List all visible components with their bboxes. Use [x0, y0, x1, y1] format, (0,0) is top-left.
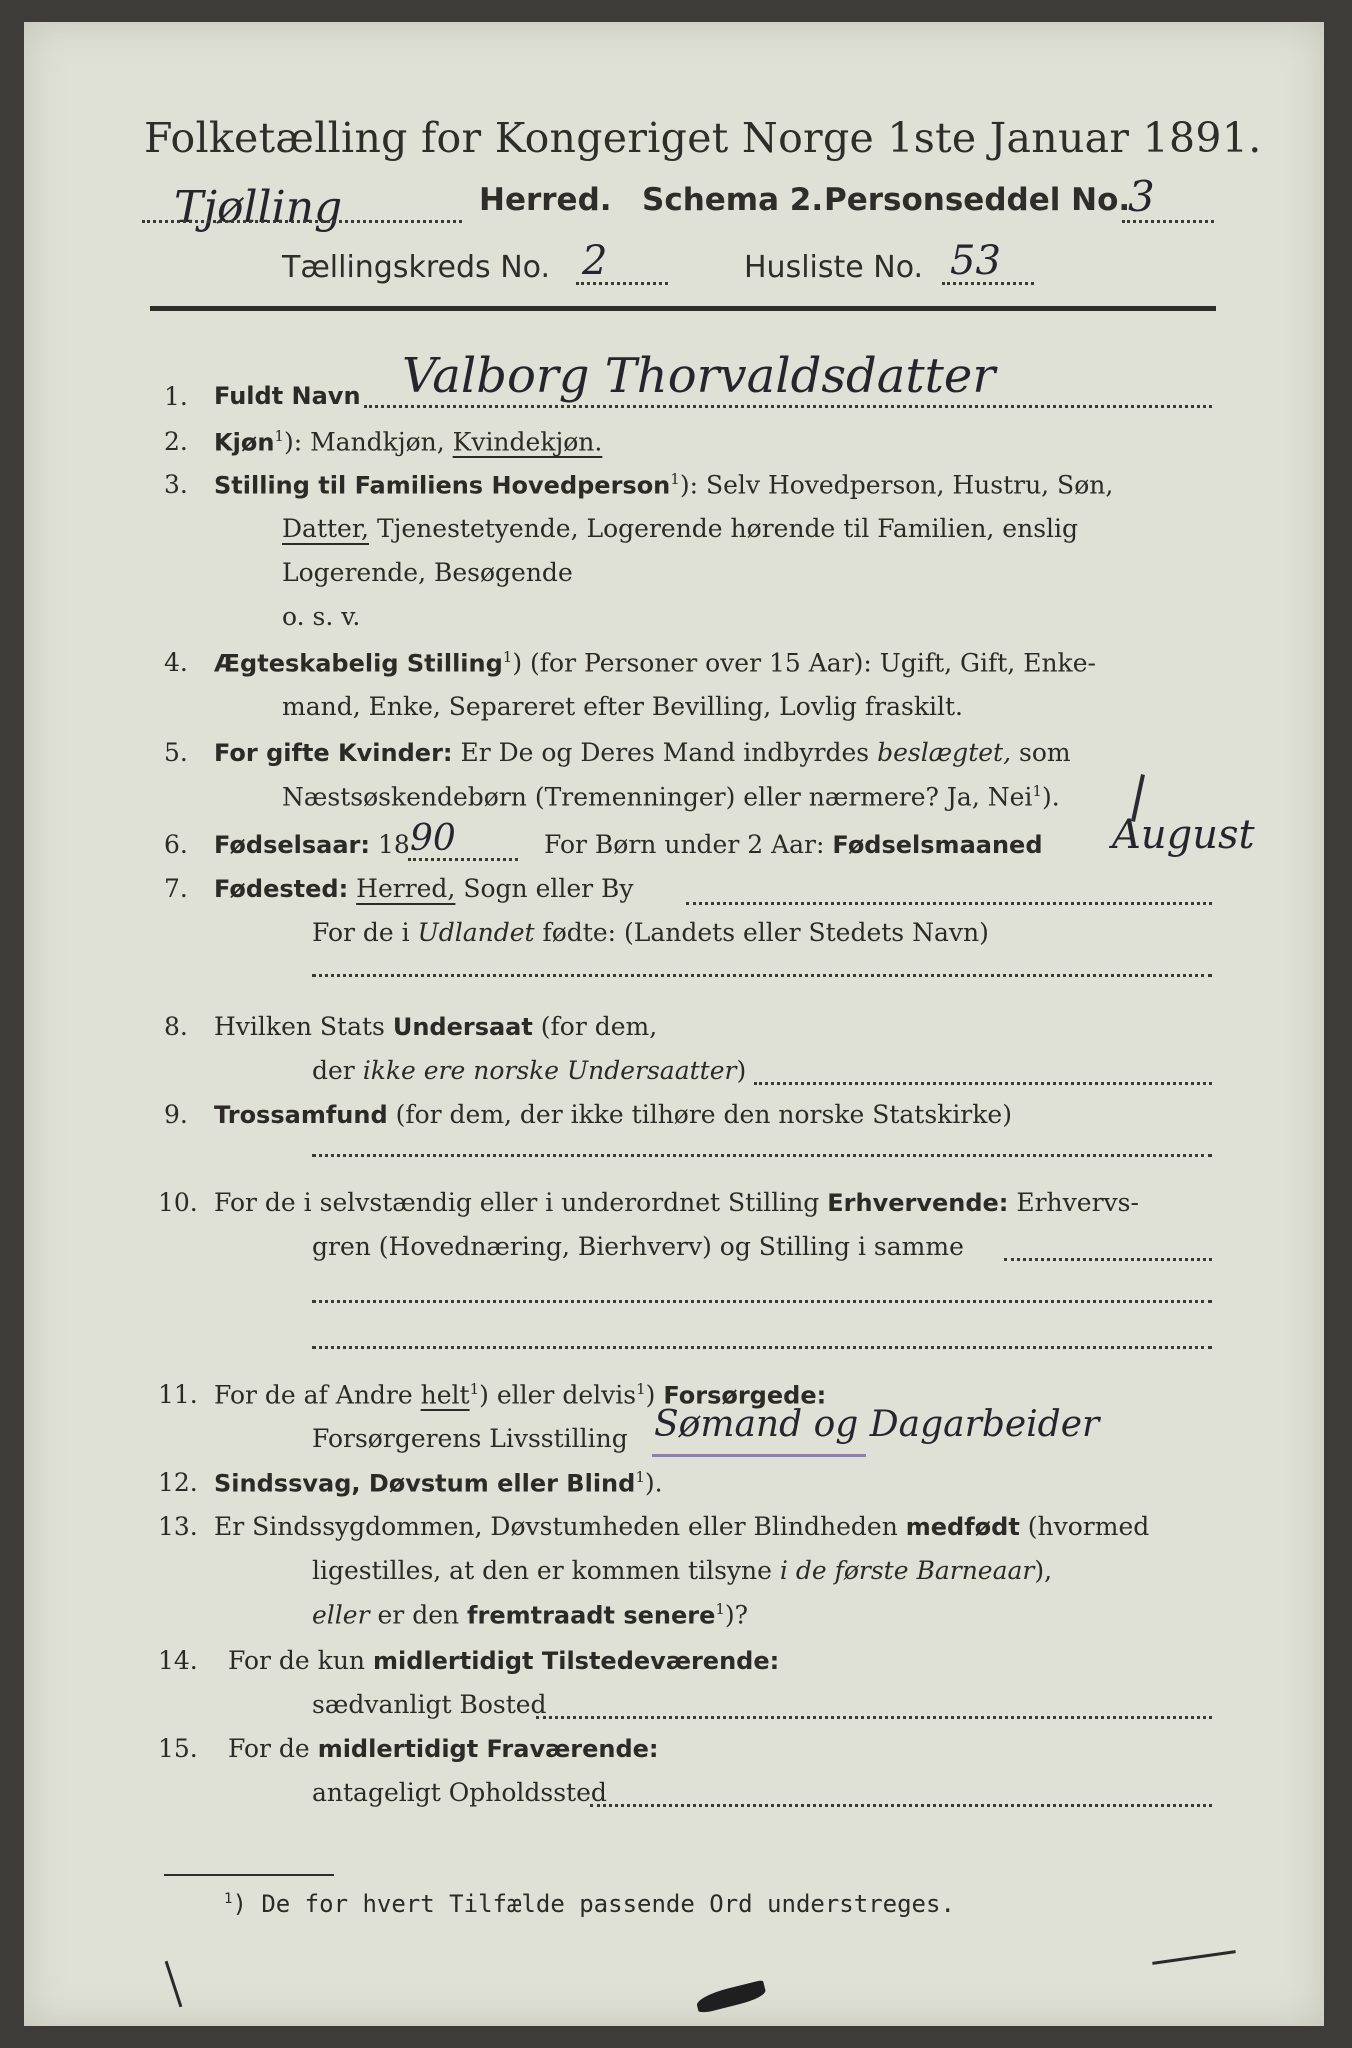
item-8-qualifier: ikke ere norske Undersaatter [362, 1056, 737, 1085]
item-6-number: 6. [164, 830, 188, 859]
item-5-number: 5. [164, 738, 188, 767]
item-14-bosted-label: sædvanligt Bosted [312, 1690, 547, 1719]
schema-label: Schema 2. [642, 182, 824, 218]
item-13-hvormed: (hvormed [1027, 1512, 1150, 1541]
item-3-number: 3. [164, 470, 188, 499]
item-5-footnote-mark: 1 [1032, 782, 1042, 800]
item-8-prefix: Hvilken Stats [214, 1012, 385, 1041]
item-3-footnote-mark: 1 [670, 470, 680, 488]
item-12-number: 12. [158, 1468, 198, 1497]
item-11-footnote-mark-2: 1 [636, 1380, 646, 1398]
item-2-number: 2. [164, 427, 188, 456]
item-13-close-1: ), [1034, 1556, 1053, 1585]
item-6-century: 18 [377, 830, 410, 859]
item-4-label: Ægteskabelig Stilling [214, 649, 503, 678]
item-3-label: Stilling til Familiens Hovedperson [214, 471, 671, 500]
item-6-label: Fødselsaar: [214, 831, 370, 859]
item-4-number: 4. [164, 648, 188, 677]
item-8-suffix: (for dem, [540, 1012, 658, 1041]
item-8-close: ) [736, 1056, 747, 1085]
item-11-prefix: For de af Andre [214, 1380, 413, 1410]
item-7-udlandet: Udlandet [417, 918, 535, 947]
item-9-number: 9. [164, 1100, 188, 1129]
item-11-selected-helt: helt [420, 1380, 470, 1410]
item-15-label: midlertidigt Fraværende: [317, 1735, 659, 1763]
item-3-selected-datter: Datter, [282, 514, 369, 543]
item-8-dotted-line [754, 1082, 1212, 1085]
item-13-barneaar: i de første Barneaar [779, 1556, 1035, 1585]
item-9-dotted-line [312, 1154, 1212, 1157]
item-10-dotted-line-3 [312, 1346, 1212, 1349]
birth-month-value: August [1112, 812, 1255, 858]
item-6-under-2-label: For Børn under 2 Aar: [544, 830, 825, 859]
husliste-value: 53 [950, 238, 1001, 284]
item-8-der: der [312, 1056, 355, 1085]
item-5-close: ). [1041, 782, 1060, 812]
item-3-options-line3: Logerende, Besøgende [282, 558, 573, 587]
item-14-prefix: For de kun [228, 1646, 366, 1675]
item-9-question: (for dem, der ikke tilhøre den norske Statskirke) [395, 1100, 1012, 1129]
item-5-beslaegtet: beslægtet, [877, 738, 1012, 767]
item-13-number: 13. [158, 1512, 198, 1541]
item-13-senere: fremtraadt senere [467, 1601, 716, 1630]
item-7-dotted-line-2 [312, 974, 1212, 977]
kreds-value: 2 [582, 238, 608, 284]
provider-occupation-value: Sømand og Dagarbeider [654, 1404, 1100, 1445]
footnote-text: ) De for hvert Tilfælde passende Ord understreges. [232, 1890, 955, 1918]
item-7-label: Fødested: [214, 875, 349, 903]
item-10-number: 10. [158, 1188, 198, 1217]
footnote-mark: 1 [224, 1891, 233, 1907]
item-10-dotted-line-1 [1004, 1258, 1212, 1261]
item-2-footnote-mark: 1 [274, 427, 284, 445]
item-14-dotted-line [536, 1716, 1212, 1719]
item-11-provider-label: Forsørgerens Livsstilling [312, 1424, 628, 1453]
item-2-options: ): Mandkjøn, [283, 427, 445, 457]
full-name-dotted-line [364, 405, 1212, 408]
item-9-label: Trossamfund [214, 1101, 388, 1129]
item-13-er-den: er den [377, 1600, 460, 1630]
kreds-dotted-line [576, 282, 668, 285]
item-2-label: Kjøn [214, 428, 275, 457]
item-3-options-line2: Tjenestetyende, Logerende hørende til Familien, enslig [376, 514, 1079, 543]
item-11-label: Forsørgede: [663, 1381, 827, 1410]
item-14-number: 14. [158, 1646, 198, 1675]
herred-value: Tjølling [174, 182, 343, 233]
item-10-question-line1: For de i selvstændig eller i underordnet Stilling [214, 1188, 820, 1217]
item-4-options-line2: mand, Enke, Separeret efter Bevilling, Lovlig fraskilt. [282, 692, 963, 721]
item-13-eller: eller [312, 1600, 370, 1630]
item-4-footnote-mark: 1 [502, 648, 513, 666]
item-7-number: 7. [164, 874, 188, 903]
provider-occupation-underline [652, 1454, 866, 1457]
footnote-rule [164, 1874, 334, 1876]
item-8-label: Undersaat [392, 1013, 533, 1041]
item-12-close: ). [644, 1468, 663, 1498]
item-3-options-line4: o. s. v. [282, 602, 361, 631]
item-11-footnote-mark-1: 1 [469, 1380, 480, 1398]
kreds-label: Tællingskreds No. [282, 250, 550, 285]
herred-dotted-line [142, 220, 462, 223]
item-12-footnote-mark: 1 [635, 1468, 645, 1486]
item-15-opholdssted-label: antageligt Opholdssted [312, 1778, 607, 1807]
birth-year-value: 90 [410, 818, 456, 859]
item-11-delvis: ) eller delvis [479, 1380, 637, 1410]
husliste-label: Husliste No. [744, 250, 924, 285]
pen-mark-right [1152, 1950, 1236, 1965]
pen-mark-left [165, 1961, 183, 2008]
item-13-close-2: )? [724, 1600, 749, 1630]
item-10-dotted-line-2 [312, 1300, 1212, 1303]
item-13-footnote-mark: 1 [715, 1600, 725, 1618]
item-1-number: 1. [164, 382, 188, 411]
form-title: Folketælling for Kongeriget Norge 1ste Januar 1891. [144, 114, 1262, 162]
item-2-selected-kvindekjon: Kvindekjøn. [452, 427, 603, 457]
personseddel-label: Personseddel No. [824, 182, 1131, 218]
item-8-number: 8. [164, 1012, 188, 1041]
item-4-options-line1: ) (for Personer over 15 Aar): Ugift, Gift, Enke- [512, 648, 1096, 678]
item-1-label: Fuldt Navn [214, 382, 361, 410]
item-10-erhvervs: Erhvervs- [1016, 1188, 1139, 1217]
full-name-value: Valborg Thorvaldsdatter [402, 348, 996, 404]
item-12-label: Sindssvag, Døvstum eller Blind [214, 1469, 636, 1498]
item-7-foreign-prefix: For de i [312, 918, 410, 947]
item-5-options: Næstsøskendebørn (Tremenninger) eller nærmere? Ja, Nei [282, 782, 1033, 812]
item-15-dotted-line [590, 1804, 1212, 1807]
item-11-number: 11. [158, 1380, 198, 1409]
census-form-sheet [24, 22, 1324, 2026]
item-7-selected-herred: Herred, [356, 874, 456, 903]
footnote [224, 1890, 955, 1918]
item-5-label: For gifte Kvinder: [214, 739, 453, 767]
item-5-question: Er De og Deres Mand indbyrdes [460, 738, 870, 767]
item-5-som: som [1018, 738, 1071, 767]
personseddel-dotted-line [1122, 220, 1214, 223]
birth-year-dotted-line [408, 858, 518, 861]
item-7-options: Sogn eller By [463, 874, 634, 903]
ink-blot [695, 1980, 767, 2014]
item-13-question-line2: ligestilles, at den er kommen tilsyne [312, 1556, 772, 1585]
header-rule [150, 306, 1216, 311]
item-10-label: Erhvervende: [827, 1189, 1009, 1217]
husliste-dotted-line [942, 282, 1034, 285]
item-7-foreign-suffix: fødte: (Landets eller Stedets Navn) [542, 918, 989, 947]
item-15-number: 15. [158, 1734, 198, 1763]
item-14-label: midlertidigt Tilstedeværende: [372, 1647, 780, 1675]
item-11-close: ) [645, 1380, 656, 1410]
item-7-dotted-line-1 [686, 902, 1212, 905]
item-13-medfodt: medfødt [905, 1513, 1020, 1541]
item-15-prefix: For de [228, 1734, 310, 1763]
personseddel-value: 3 [1128, 172, 1155, 221]
herred-label: Herred. [479, 182, 612, 218]
item-3-options-line1: ): Selv Hovedperson, Hustru, Søn, [679, 470, 1114, 500]
item-6-birth-month-label: Fødselsmaaned [832, 831, 1043, 859]
item-13-question-line1: Er Sindssygdommen, Døvstumheden eller Blindheden [214, 1512, 898, 1541]
item-10-question-line2: gren (Hovednæring, Bierhverv) og Stilling i samme [312, 1232, 964, 1261]
